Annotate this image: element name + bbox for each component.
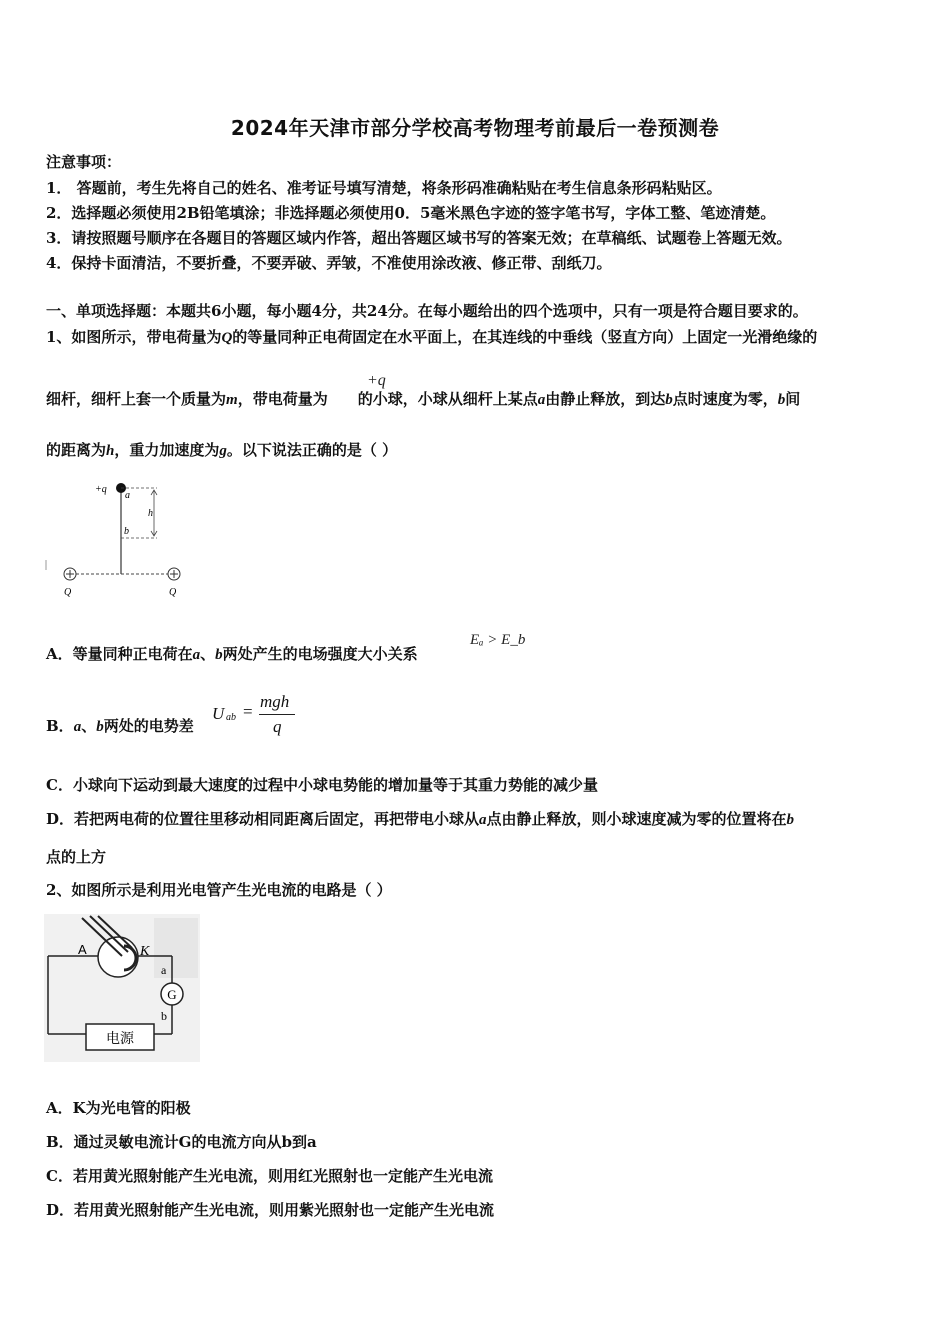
fig-label-h: h (148, 508, 153, 519)
section-1-heading: 一、单项选择题：本题共6小题，每小题4分，共24分。在每小题给出的四个选项中，只有一项是符合题目要求的。 (46, 302, 808, 320)
notice-item-3: 3．请按照题号顺序在各题目的答题区域内作答，超出答题区域书写的答案无效；在草稿纸、试题卷上答题无效。 (46, 229, 792, 247)
q2-option-b: B．通过灵敏电流计G的电流方向从b到a (46, 1133, 317, 1151)
power-source-label: 电源 (106, 1031, 134, 1047)
q1-stem-line-2: 细杆，细杆上套一个质量为m，带电荷量为 的小球，小球从细杆上某点a由静止释放，到达b点时速度为零，b间 (46, 390, 801, 408)
notice-heading: 注意事项： (46, 153, 122, 171)
formula-U: U (212, 704, 225, 723)
fig-label-charge: +q (95, 484, 107, 495)
label-K: K (140, 944, 150, 959)
notice-item-1: 1． 答题前，考生先将自己的姓名、准考证号填写清楚，将条形码准确粘贴在考生信息条形码粘贴区。 (46, 179, 722, 197)
fig-label-b: b (124, 526, 129, 537)
q1-option-d-line-2: 点的上方 (46, 848, 107, 866)
q2-option-c: C．若用黄光照射能产生光电流，则用红光照射也一定能产生光电流 (46, 1167, 493, 1185)
q1-stem-line-1: 1、如图所示，带电荷量为Q的等量同种正电荷固定在水平面上，在其连线的中垂线（竖直方向）上固定一光滑绝缘的 (46, 328, 818, 346)
q1-option-a: A．等量同种正电荷在a、b两处产生的电场强度大小关系 (46, 645, 418, 663)
fig-label-left-Q: Q (64, 587, 72, 598)
formula-numerator: mgh (260, 692, 290, 711)
formula-U-subscript: ab (226, 712, 236, 723)
q1-charge-symbol: +q (367, 372, 386, 389)
label-b: b (161, 1009, 167, 1023)
page-title: 2024年天津市部分学校高考物理考前最后一卷预测卷 (230, 116, 720, 140)
q1-option-d-line-1: D．若把两电荷的位置往里移动相同距离后固定，再把带电小球从a点由静止释放，则小球速度减为零的位置将在b (46, 810, 795, 828)
q1-figure (44, 474, 194, 604)
q1-option-b-formula: U ab = mgh q (212, 692, 302, 740)
q2-option-d: D．若用黄光照射能产生光电流，则用紫光照射也一定能产生光电流 (46, 1201, 495, 1219)
q2-option-a: A．K为光电管的阳极 (46, 1099, 191, 1117)
fig-label-a: a (125, 490, 130, 501)
label-a: a (161, 963, 167, 977)
q2-figure (44, 914, 200, 1062)
q2-stem: 2、如图所示是利用光电管产生光电流的电路是（ ） (46, 881, 392, 899)
notice-item-2: 2．选择题必须使用2B铅笔填涂；非选择题必须使用0．5毫米黑色字迹的签字笔书写，字体工整、笔迹清楚。 (46, 204, 776, 222)
notice-item-4: 4．保持卡面清洁，不要折叠，不要弄破、弄皱，不准使用涂改液、修正带、刮纸刀。 (46, 254, 612, 272)
fig-label-right-Q: Q (169, 587, 177, 598)
galvanometer-label: G (167, 987, 177, 1002)
q1-option-b: B．a、b两处的电势差 (46, 717, 194, 735)
q1-option-a-formula: Eₐ > E_b (470, 632, 526, 648)
q1-stem-line-3: 的距离为h，重力加速度为g。以下说法正确的是（ ） (46, 441, 398, 459)
label-A: A (78, 942, 87, 957)
q1-option-c: C．小球向下运动到最大速度的过程中小球电势能的增加量等于其重力势能的减少量 (46, 776, 598, 794)
formula-denominator: q (273, 717, 282, 736)
